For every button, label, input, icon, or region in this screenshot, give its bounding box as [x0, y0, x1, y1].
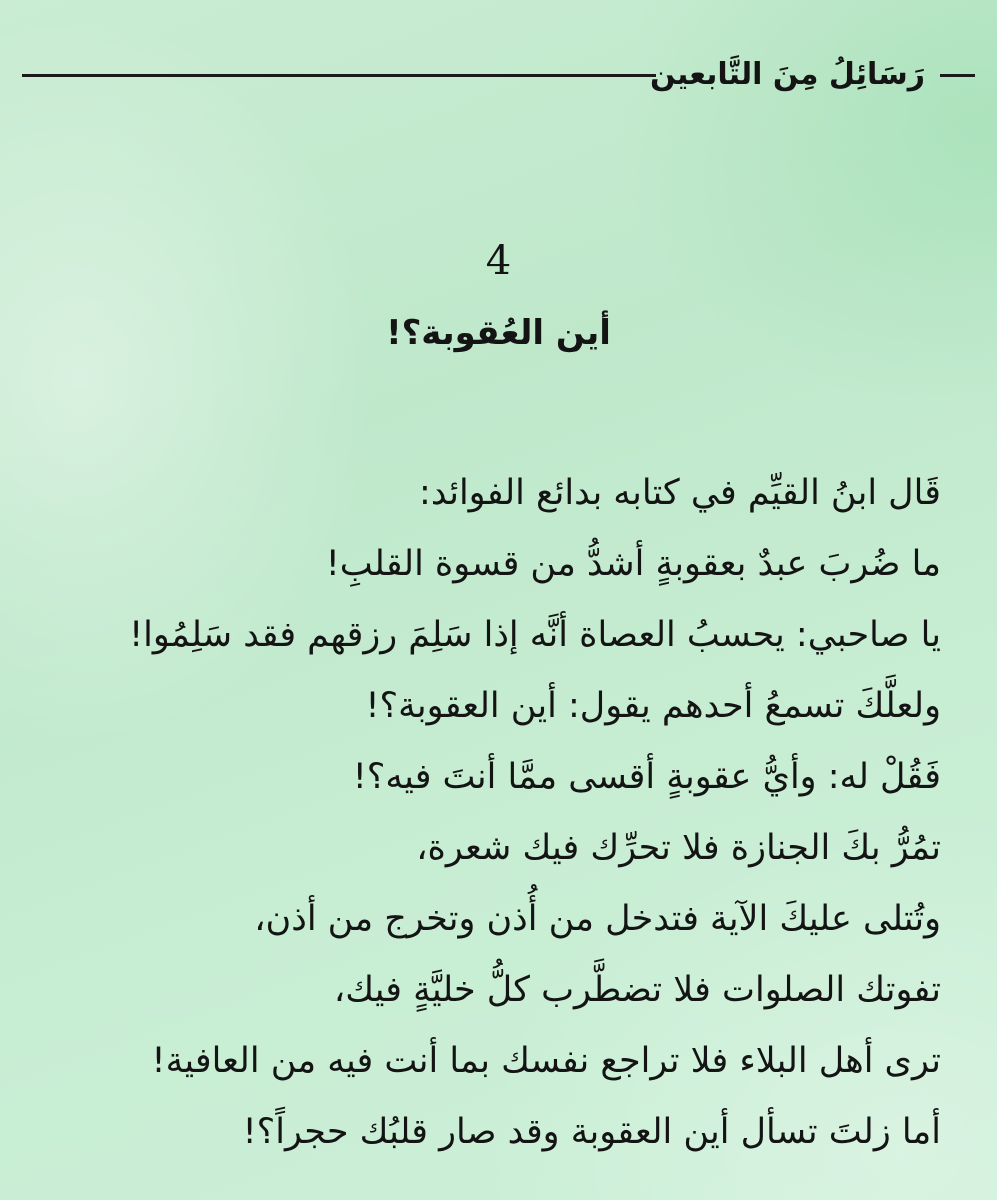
body-line-1: قَال ابنُ القيِّم في كتابه بدائع الفوائد:	[419, 473, 941, 513]
book-title: رَسَائِلُ مِنَ التَّابعين	[649, 57, 925, 92]
chapter-title: أين العُقوبة؟!	[386, 313, 611, 353]
body-line-5: فَقُلْ له: وأيُّ عقوبةٍ أقسى ممَّا أنتَ فيه؟!	[352, 757, 941, 797]
body-line-10: أما زلتَ تسأل أين العقوبة وقد صار قلبُك حجراً؟!	[242, 1112, 941, 1152]
chapter-number: 4	[485, 238, 512, 284]
body-line-8: تفوتك الصلوات فلا تضطَّرب كلُّ خليَّةٍ فيك،	[333, 970, 941, 1010]
page-header	[22, 52, 975, 98]
body-line-3: يا صاحبي: يحسبُ العصاة أنَّه إذا سَلِمَ رزقهم فقد سَلِمُوا!	[129, 615, 941, 655]
body-line-7: وتُتلى عليكَ الآية فتدخل من أُذن وتخرج من أذن،	[254, 899, 941, 939]
body-text	[61, 458, 941, 1168]
body-line-9: ترى أهل البلاء فلا تراجع نفسك بما أنت فيه من العافية!	[151, 1041, 941, 1081]
body-line-6: تمُرُّ بكَ الجنازة فلا تحرِّك فيك شعرة،	[416, 828, 941, 868]
header-rule-right	[940, 74, 975, 77]
header-rule-left	[22, 74, 656, 77]
body-line-4: ولعلَّكَ تسمعُ أحدهم يقول: أين العقوبة؟!	[365, 686, 941, 726]
body-line-2: ما ضُربَ عبدٌ بعقوبةٍ أشدُّ من قسوة القلبِ!	[325, 544, 941, 584]
